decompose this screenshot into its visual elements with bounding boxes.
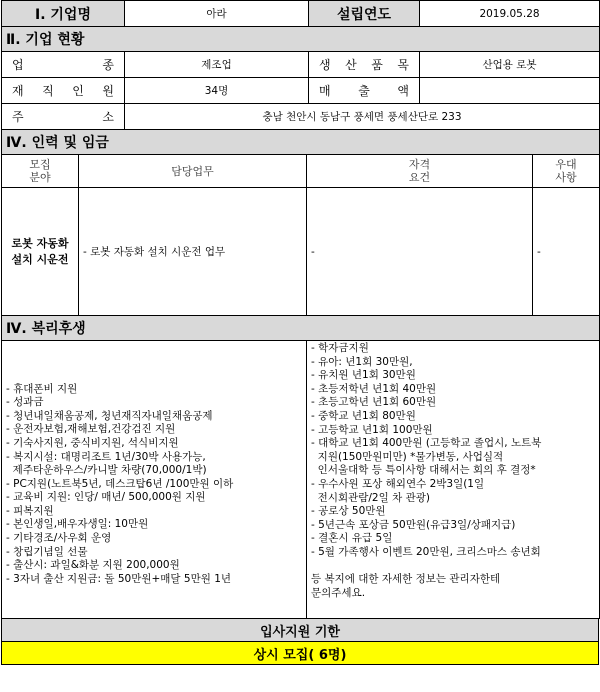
welfare-item: - 초등고학년 년1회 60만원 [311, 396, 437, 409]
welfare-item: - 유치원 년1회 30만원 [311, 369, 416, 382]
welfare-item: - 초등저학년 년1회 40만원 [311, 382, 437, 395]
welfare-item: - 교육비 지원: 인당/ 매년/ 500,000원 지원 [6, 491, 206, 504]
company-status-table [1, 26, 600, 130]
job-posting-document [1, 0, 599, 665]
welfare-item: 인서울대학 등 특이사항 대해서는 회의 후 결정* [311, 464, 536, 477]
welfare-right-cell [307, 341, 600, 619]
sales-value [420, 78, 600, 104]
welfare-item: - 공로상 50만원 [311, 505, 386, 518]
welfare-item [311, 560, 595, 574]
address-label: 주 소 [2, 104, 125, 130]
row-qualification: - [307, 188, 533, 316]
industry-label: 업 종 [2, 52, 125, 78]
welfare-left-list [6, 383, 302, 587]
company-name-label: Ⅰ. 기업명 [2, 1, 125, 27]
welfare-item: - 본인생일,배우자생일: 10만원 [6, 518, 149, 531]
deadline-title: 입사지원 기한 [2, 619, 599, 642]
welfare-left-cell [2, 341, 307, 619]
employees-value: 34명 [125, 78, 309, 104]
welfare-item: - 청년내일채움공제, 청년재직자내일채움공제 [6, 409, 213, 422]
deadline-table [1, 618, 599, 665]
welfare-item: - 복지시설: 대명리조트 1년/30박 사용가능, [6, 450, 206, 463]
founded-label: 설립연도 [309, 1, 420, 27]
row-duty: - 로봇 자동화 설치 시운전 업무 [79, 188, 307, 316]
welfare-item: 제주타운하우스/카니발 차량(70,000/1박) [6, 464, 207, 477]
row-recruit-field: 로봇 자동화 설치 시운전 [2, 188, 79, 316]
founded-value: 2019.05.28 [420, 1, 600, 27]
deadline-value: 상시 모집( 6명) [2, 642, 599, 665]
welfare-item: - 창립기념일 선물 [6, 545, 88, 558]
recruitment-title: Ⅳ. 인력 및 임금 [2, 130, 600, 155]
welfare-item: - 우수사원 포상 해외연수 2박3일(1일 [311, 477, 485, 490]
welfare-item: - PC지원(노트북5년, 데스크탑6년 /100만원 이하 [6, 477, 234, 490]
col-recruit-field: 모집 분야 [2, 155, 79, 188]
welfare-item: - 결혼시 유급 5일 [311, 532, 393, 545]
welfare-title: Ⅳ. 복리후생 [2, 316, 600, 341]
welfare-item: - 휴대폰비 지원 [6, 382, 78, 395]
welfare-table [1, 315, 600, 619]
welfare-item: - 운전자보험,재해보험,건강검진 지원 [6, 423, 176, 436]
welfare-item: - 출산시: 과일&화분 지원 200,000원 [6, 559, 180, 572]
address-value: 충남 천안시 동남구 풍세면 풍세산단로 233 [125, 104, 600, 130]
welfare-item: 등 복지에 대한 자세한 정보는 관리자한테 [311, 573, 501, 586]
welfare-item: - 피복지원 [6, 504, 54, 517]
welfare-item: - 5월 가족행사 이벤트 20만원, 크리스마스 송년회 [311, 545, 541, 558]
employees-label: 재 직 인 원 [2, 78, 125, 104]
welfare-item: - 대학교 년1회 400만원 (고등학교 졸업시, 노트북 [311, 437, 542, 450]
welfare-item: 지원(150만원미만) *물가변동, 사업실적 [311, 450, 504, 463]
welfare-item: - 3자녀 출산 지원금: 돌 50만원+매달 5만원 1년 [6, 572, 232, 585]
welfare-item: - 중학교 년1회 80만원 [311, 409, 416, 422]
col-qualification: 자격 요건 [307, 155, 533, 188]
welfare-item: - 유아: 년1회 30만원, [311, 355, 413, 368]
welfare-item: - 기숙사지원, 중식비지원, 석식비지원 [6, 436, 179, 449]
row-preference: - [533, 188, 600, 316]
sales-label: 매 출 액 [309, 78, 420, 104]
welfare-item: - 5년근속 포상금 50만원(유급3일/상패지급) [311, 518, 516, 531]
welfare-item: 전시회관람/2일 차 관광) [311, 491, 430, 504]
industry-value: 제조업 [125, 52, 309, 78]
welfare-item: - 기타경조/사우회 운영 [6, 532, 112, 545]
col-duty: 담당업무 [79, 155, 307, 188]
recruitment-table [1, 129, 600, 316]
col-preference: 우대 사항 [533, 155, 600, 188]
company-name-table [1, 0, 600, 27]
company-status-title: Ⅱ. 기업 현황 [2, 27, 600, 52]
welfare-item: - 학자금지원 [311, 342, 369, 354]
welfare-item: 문의주세요. [311, 586, 366, 599]
welfare-item: - 성과금 [6, 396, 44, 409]
products-value: 산업용 로봇 [420, 52, 600, 78]
products-label: 생 산 품 목 [309, 52, 420, 78]
welfare-item: - 고등학교 년1회 100만원 [311, 423, 433, 436]
company-name-value: 아라 [125, 1, 309, 27]
welfare-right-list [311, 342, 595, 600]
